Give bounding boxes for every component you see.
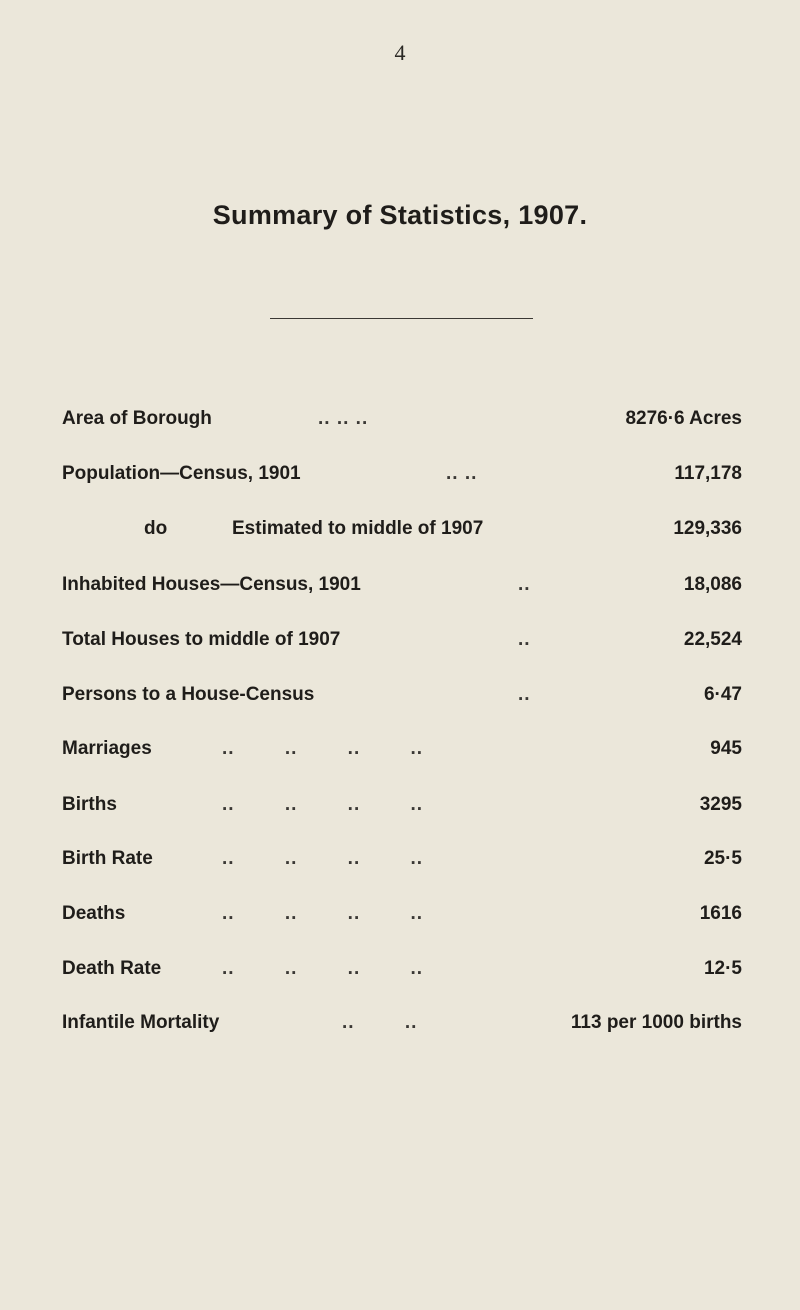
stat-value: 6·47 <box>703 684 742 705</box>
stat-label: Births <box>62 794 117 815</box>
stat-value: 8276·6 Acres <box>625 408 742 429</box>
stat-label: Birth Rate <box>62 848 153 869</box>
stat-value: 129,336 <box>673 518 742 539</box>
dot-leader: .. .. <box>446 463 478 484</box>
stat-row-births <box>62 786 742 826</box>
stat-label: Marriages <box>62 738 152 759</box>
stat-row-population-estimated <box>62 510 742 550</box>
stat-value: 117,178 <box>674 463 742 484</box>
stat-value: 12·5 <box>703 958 742 979</box>
stat-label: Population—Census, 1901 <box>62 463 301 484</box>
stat-row-death-rate <box>62 950 742 990</box>
stat-label: Deaths <box>62 903 126 924</box>
stat-row-area <box>62 400 742 440</box>
stat-label: Inhabited Houses—Census, 1901 <box>62 574 361 595</box>
page-number: 4 <box>394 40 406 65</box>
stat-value: 25·5 <box>703 848 742 869</box>
dot-leader: .. <box>518 574 531 595</box>
stat-label: Area of Borough <box>62 408 212 429</box>
stat-row-total-houses <box>62 621 742 661</box>
stat-label: Persons to a House-Census <box>62 684 315 705</box>
stat-row-birth-rate <box>62 840 742 880</box>
stat-row-infantile-mortality <box>62 1004 742 1044</box>
stat-value: 1616 <box>699 903 742 924</box>
stat-row-marriages <box>62 730 742 770</box>
stat-value: 3295 <box>699 794 742 815</box>
stat-label: Death Rate <box>62 958 162 979</box>
stat-value: 113 per 1000 births <box>570 1012 742 1033</box>
stat-value: 22,524 <box>683 629 742 650</box>
dot-leader: .. .. .. .. <box>222 794 424 815</box>
stat-row-deaths <box>62 895 742 935</box>
dot-leader: .. .. .. .. <box>222 848 424 869</box>
stat-row-persons-per-house <box>62 676 742 716</box>
page-title: Summary of Statistics, 1907. <box>212 200 588 230</box>
stat-row-inhabited-houses <box>62 566 742 606</box>
stat-sublabel: Estimated to middle of 1907 <box>232 518 484 539</box>
dot-leader: .. .. .. <box>318 408 369 429</box>
dot-leader: .. .. .. .. <box>222 903 424 924</box>
dot-leader: .. .. .. .. <box>222 738 424 759</box>
stat-label: do <box>144 518 168 539</box>
dot-leader: .. .. <box>342 1012 418 1033</box>
divider-rule <box>270 318 533 319</box>
stat-value: 945 <box>710 738 742 759</box>
dot-leader: .. <box>518 684 531 705</box>
stat-label: Infantile Mortality <box>62 1012 220 1033</box>
dot-leader: .. <box>518 629 531 650</box>
stat-label: Total Houses to middle of 1907 <box>62 629 341 650</box>
stat-value: 18,086 <box>683 574 742 595</box>
stat-row-population-census <box>62 455 742 495</box>
dot-leader: .. .. .. .. <box>222 958 424 979</box>
